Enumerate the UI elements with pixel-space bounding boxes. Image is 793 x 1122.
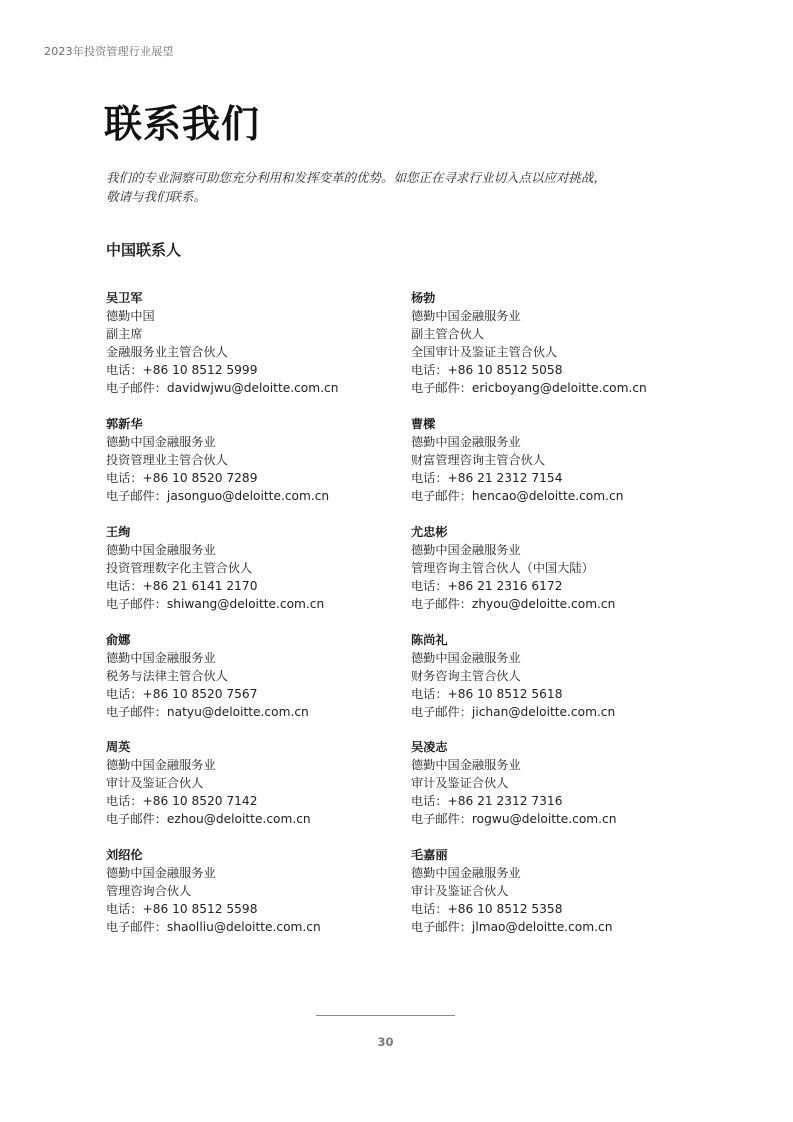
intro-line: 敬请与我们联系。 [106, 189, 207, 204]
contact-role: 财富管理咨询主管合伙人 [411, 452, 546, 467]
contact-card [106, 524, 396, 614]
page-number: 30 [377, 1035, 394, 1049]
contact-phone: 电话：+86 10 8512 5618 [411, 686, 563, 701]
contact-card [106, 739, 396, 829]
contact-card [411, 632, 701, 722]
contact-role: 审计及鉴证合伙人 [411, 775, 509, 790]
contact-email[interactable]: 电子邮件：davidwjwu@deloitte.com.cn [106, 380, 339, 395]
contact-phone: 电话：+86 10 8512 5598 [106, 901, 258, 916]
contact-organization: 德勤中国 [106, 308, 155, 323]
contact-role: 审计及鉴证合伙人 [411, 883, 509, 898]
contact-organization: 德勤中国金融服务业 [411, 865, 521, 880]
contact-email[interactable]: 电子邮件：hencao@deloitte.com.cn [411, 488, 624, 503]
contact-organization: 德勤中国金融服务业 [106, 757, 216, 772]
running-header: 2023年投资管理行业展望 [44, 45, 174, 58]
page-title: 联系我们 [104, 102, 261, 146]
contact-card [106, 847, 396, 937]
contact-phone: 电话：+86 21 2312 7316 [411, 793, 563, 808]
contact-card [106, 632, 396, 722]
contact-organization: 德勤中国金融服务业 [411, 757, 521, 772]
contact-email[interactable]: 电子邮件：natyu@deloitte.com.cn [106, 704, 309, 719]
contact-organization: 德勤中国金融服务业 [106, 542, 216, 557]
contact-role: 金融服务业主管合伙人 [106, 344, 228, 359]
contact-role: 全国审计及鉴证主管合伙人 [411, 344, 558, 359]
contact-name: 吴凌志 [411, 740, 448, 754]
contact-name: 尤忠彬 [411, 525, 448, 539]
contact-organization: 德勤中国金融服务业 [411, 308, 521, 323]
contact-name: 郭新华 [106, 417, 143, 431]
contact-phone: 电话：+86 10 8512 5358 [411, 901, 563, 916]
contact-role: 投资管理业主管合伙人 [106, 452, 228, 467]
contact-organization: 德勤中国金融服务业 [106, 865, 216, 880]
contact-email[interactable]: 电子邮件：jasonguo@deloitte.com.cn [106, 488, 330, 503]
contact-card [106, 290, 396, 397]
contact-email[interactable]: 电子邮件：shaolliu@deloitte.com.cn [106, 919, 321, 934]
contact-title: 副主管合伙人 [411, 326, 485, 341]
contact-name: 吴卫军 [106, 291, 143, 305]
contact-title: 副主席 [106, 326, 143, 341]
contact-card [411, 416, 701, 506]
contact-phone: 电话：+86 21 2316 6172 [411, 578, 563, 593]
contact-email[interactable]: 电子邮件：zhyou@deloitte.com.cn [411, 596, 616, 611]
section-heading: 中国联系人 [106, 241, 182, 259]
contact-role: 管理咨询合伙人 [106, 883, 192, 898]
contact-name: 俞娜 [106, 633, 131, 647]
contact-name: 王绚 [106, 525, 131, 539]
contact-card [411, 290, 701, 397]
intro-paragraph [106, 168, 666, 206]
contact-phone: 电话：+86 21 2312 7154 [411, 470, 563, 485]
contact-phone: 电话：+86 21 6141 2170 [106, 578, 258, 593]
contact-phone: 电话：+86 10 8512 5058 [411, 362, 563, 377]
footer-divider [316, 1015, 455, 1016]
contact-email[interactable]: 电子邮件：jichan@deloitte.com.cn [411, 704, 616, 719]
contact-name: 陈尚礼 [411, 633, 448, 647]
contact-organization: 德勤中国金融服务业 [411, 434, 521, 449]
contact-name: 杨勃 [411, 291, 436, 305]
contact-organization: 德勤中国金融服务业 [411, 542, 521, 557]
contact-role: 税务与法律主管合伙人 [106, 668, 228, 683]
contact-card [106, 416, 396, 506]
contact-card [411, 847, 701, 937]
contact-card [411, 524, 701, 614]
contact-email[interactable]: 电子邮件：shiwang@deloitte.com.cn [106, 596, 325, 611]
contact-phone: 电话：+86 10 8512 5999 [106, 362, 258, 377]
contact-name: 刘绍伦 [106, 848, 143, 862]
contact-email[interactable]: 电子邮件：jlmao@deloitte.com.cn [411, 919, 613, 934]
contact-card [411, 739, 701, 829]
contact-role: 投资管理数字化主管合伙人 [106, 560, 253, 575]
contact-phone: 电话：+86 10 8520 7289 [106, 470, 258, 485]
contact-organization: 德勤中国金融服务业 [411, 650, 521, 665]
contact-email[interactable]: 电子邮件：ezhou@deloitte.com.cn [106, 811, 311, 826]
contact-phone: 电话：+86 10 8520 7567 [106, 686, 258, 701]
contact-name: 曹樑 [411, 417, 436, 431]
contact-phone: 电话：+86 10 8520 7142 [106, 793, 258, 808]
contact-organization: 德勤中国金融服务业 [106, 650, 216, 665]
contact-role: 管理咨询主管合伙人（中国大陆） [411, 560, 594, 575]
contact-role: 财务咨询主管合伙人 [411, 668, 521, 683]
contact-name: 毛嘉丽 [411, 848, 448, 862]
contact-name: 周英 [106, 740, 131, 754]
intro-line: 我们的专业洞察可助您充分利用和发挥变革的优势。如您正在寻求行业切入点以应对挑战， [106, 170, 607, 185]
contact-email[interactable]: 电子邮件：ericboyang@deloitte.com.cn [411, 380, 647, 395]
contact-email[interactable]: 电子邮件：rogwu@deloitte.com.cn [411, 811, 617, 826]
contact-organization: 德勤中国金融服务业 [106, 434, 216, 449]
contact-role: 审计及鉴证合伙人 [106, 775, 204, 790]
